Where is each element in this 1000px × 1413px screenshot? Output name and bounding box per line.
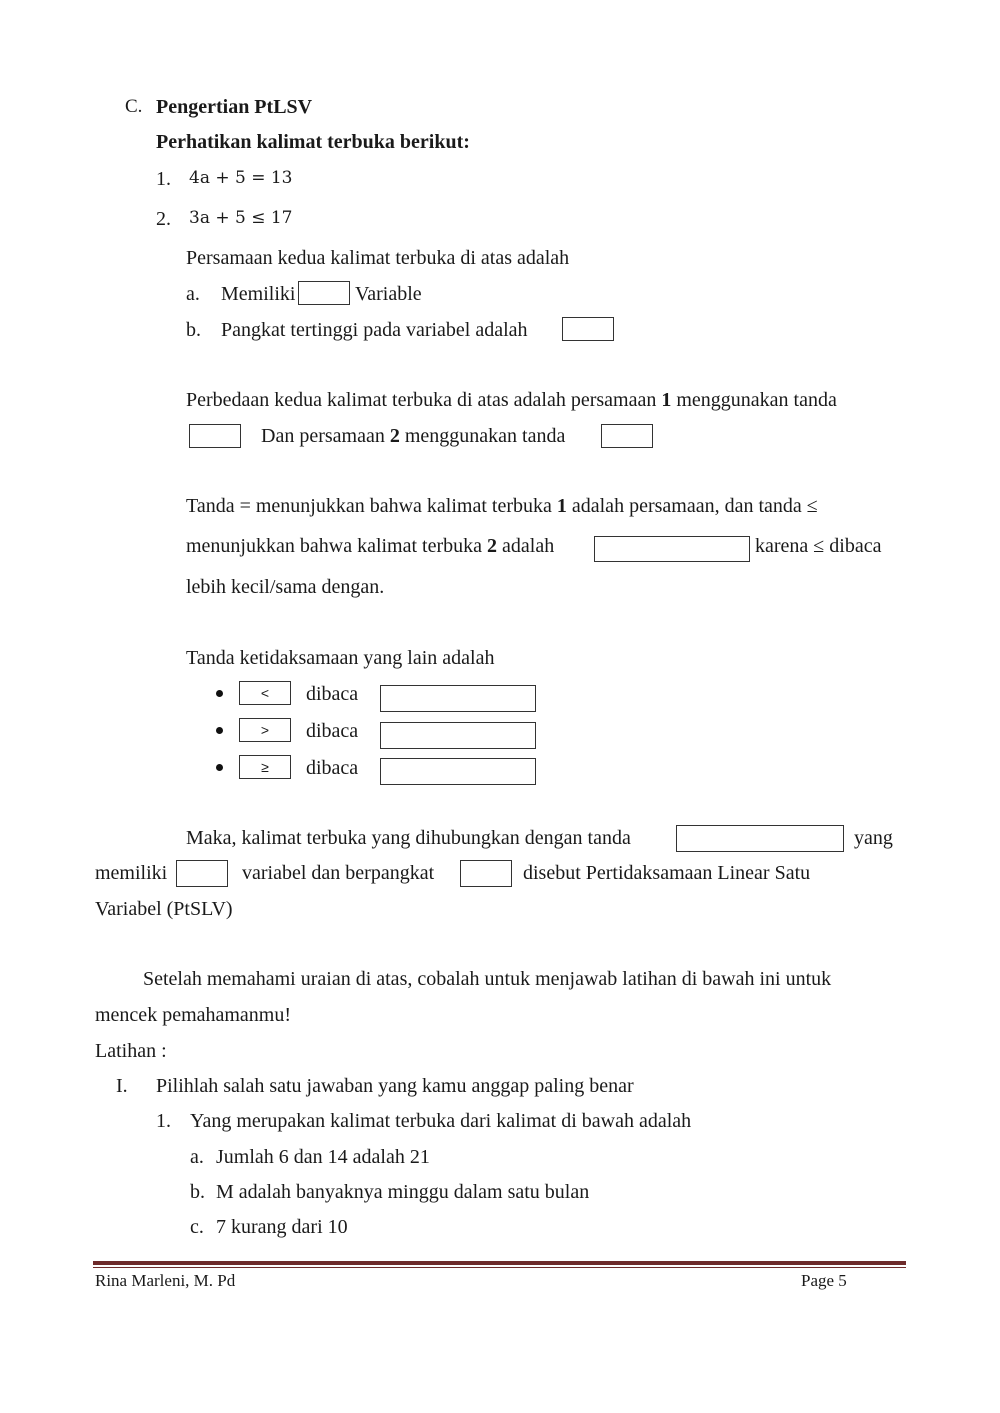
symbol-less-than[interactable]: < xyxy=(239,681,291,705)
section-subtitle: Perhatikan kalimat terbuka berikut: xyxy=(156,131,470,153)
dibaca-label: dibaca xyxy=(306,683,359,705)
conclusion-disebut: disebut Pertidaksamaan Linear Satu xyxy=(523,862,811,884)
sign-number: 1 xyxy=(556,495,567,517)
footer-rule-thin xyxy=(93,1267,906,1268)
less-than-reading-input[interactable] xyxy=(380,685,536,712)
sentence-2-number: 2. xyxy=(156,208,171,230)
dibaca-label: dibaca xyxy=(306,720,359,742)
option-a[interactable]: Jumlah 6 dan 14 adalah 21 xyxy=(216,1146,430,1168)
question-number: 1. xyxy=(156,1110,171,1132)
footer-page: Page 5 xyxy=(801,1271,847,1290)
part-instruction: Pilihlah salah satu jawaban yang kamu anggap paling benar xyxy=(156,1075,634,1097)
difference-line-1 xyxy=(186,388,837,412)
conclusion-variable-input[interactable] xyxy=(176,860,228,887)
option-b[interactable]: M adalah banyaknya minggu dalam satu bulan xyxy=(216,1181,590,1203)
similarity-b-label: b. xyxy=(186,319,201,341)
highest-power-input[interactable] xyxy=(562,317,614,341)
option-a-label: a. xyxy=(190,1146,204,1168)
difference-text: menggunakan tanda xyxy=(671,389,837,411)
part-number: I. xyxy=(116,1075,128,1097)
similarity-a-label: a. xyxy=(186,283,200,305)
similarity-a-text: Memiliki xyxy=(221,283,296,305)
difference-line-2 xyxy=(261,424,565,448)
greater-than-reading-input[interactable] xyxy=(380,722,536,749)
sign-number: 2 xyxy=(487,535,498,557)
sign-line-1 xyxy=(186,494,818,518)
sign-1-input[interactable] xyxy=(189,424,241,448)
inequality-type-input[interactable] xyxy=(594,536,750,562)
sign-text: adalah persamaan, dan tanda ≤ xyxy=(566,495,818,517)
section-letter: C. xyxy=(125,96,143,117)
bullet-icon xyxy=(216,690,223,697)
greater-equal-reading-input[interactable] xyxy=(380,758,536,785)
similarity-intro: Persamaan kedua kalimat terbuka di atas adalah xyxy=(186,247,570,269)
sign-2-input[interactable] xyxy=(601,424,653,448)
conclusion-line-3: Variabel (PtSLV) xyxy=(95,898,233,920)
variable-count-input[interactable] xyxy=(298,281,350,305)
sentence-2-expression: 3a + 5 ≤ 17 xyxy=(189,208,293,228)
conclusion-sign-input[interactable] xyxy=(676,825,844,852)
sign-line-2 xyxy=(186,534,554,558)
section-title: Pengertian PtLSV xyxy=(156,96,313,118)
conclusion-power-input[interactable] xyxy=(460,860,512,887)
difference-text: Dan persamaan xyxy=(261,425,390,447)
practice-intro-1: Setelah memahami uraian di atas, cobalah untuk menjawab latihan di bawah ini untuk xyxy=(143,968,832,990)
footer-rule-thick xyxy=(93,1261,906,1265)
conclusion-memiliki: memiliki xyxy=(95,862,168,884)
sign-line-3: lebih kecil/sama dengan. xyxy=(186,576,385,598)
question-text: Yang merupakan kalimat terbuka dari kalimat di bawah adalah xyxy=(190,1110,692,1132)
conclusion-line-1-after: yang xyxy=(854,827,893,849)
symbol-greater-equal[interactable]: ≥ xyxy=(239,755,291,779)
bullet-icon xyxy=(216,727,223,734)
others-intro: Tanda ketidaksamaan yang lain adalah xyxy=(186,647,495,669)
sign-line-2-after: karena ≤ dibaca xyxy=(755,535,882,557)
practice-heading: Latihan : xyxy=(95,1040,167,1062)
sentence-1-number: 1. xyxy=(156,168,171,190)
similarity-b-text: Pangkat tertinggi pada variabel adalah xyxy=(221,319,528,341)
conclusion-line-1: Maka, kalimat terbuka yang dihubungkan dengan tanda xyxy=(186,827,631,849)
sentence-1-expression: 4a + 5 = 13 xyxy=(189,168,293,188)
practice-intro-2: mencek pemahamanmu! xyxy=(95,1004,292,1026)
difference-text: menggunakan tanda xyxy=(399,425,566,447)
difference-number: 1 xyxy=(661,389,672,411)
sign-text: Tanda = menunjukkan bahwa kalimat terbuka xyxy=(186,495,557,517)
option-b-label: b. xyxy=(190,1181,205,1203)
dibaca-label: dibaca xyxy=(306,757,359,779)
difference-number: 2 xyxy=(389,425,400,447)
option-c[interactable]: 7 kurang dari 10 xyxy=(216,1216,348,1238)
option-c-label: c. xyxy=(190,1216,204,1238)
similarity-a-after: Variable xyxy=(355,283,422,305)
difference-text: Perbedaan kedua kalimat terbuka di atas adalah persamaan xyxy=(186,389,662,411)
footer-author: Rina Marleni, M. Pd xyxy=(95,1271,236,1290)
bullet-icon xyxy=(216,764,223,771)
conclusion-variabel: variabel dan berpangkat xyxy=(242,862,435,884)
sign-text: menunjukkan bahwa kalimat terbuka xyxy=(186,535,488,557)
symbol-greater-than[interactable]: > xyxy=(239,718,291,742)
sign-text: adalah xyxy=(497,535,555,557)
